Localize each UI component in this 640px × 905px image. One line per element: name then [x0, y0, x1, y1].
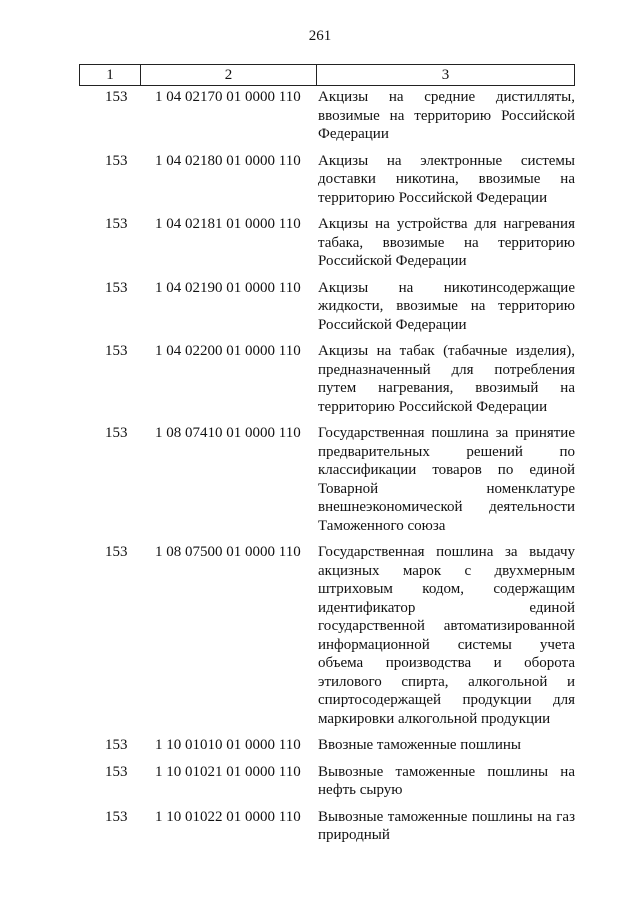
revenue-name: Акцизы на электронные системы доставки никотина, ввозимые на территорию Российской Федерации	[318, 152, 575, 206]
header-col-1: 1	[80, 65, 141, 86]
table-row	[79, 279, 575, 335]
table-row	[79, 763, 575, 800]
table-row	[79, 424, 575, 535]
budget-code: 1 04 02180 01 0000 110	[155, 152, 301, 169]
header-col-3: 3	[317, 65, 575, 86]
table-row	[79, 215, 575, 271]
revenue-name: Акцизы на табак (табачные изделия), предназначенный для потребления путем нагревания, ввозимый на территорию Российской Федерации	[318, 343, 575, 415]
budget-code: 1 04 02200 01 0000 110	[155, 343, 301, 359]
revenue-name: Акцизы на никотинсодержащие жидкости, ввозимые на территорию Российской Федерации	[318, 279, 575, 333]
header-col-2: 2	[141, 65, 317, 86]
budget-code: 1 10 01022 01 0000 110	[155, 808, 301, 825]
revenue-name: Ввозные таможенные пошлины	[318, 737, 521, 753]
budget-code: 1 04 02190 01 0000 110	[155, 279, 301, 296]
table-header	[79, 64, 575, 86]
admin-code: 153	[105, 89, 128, 105]
revenue-name: Государственная пошлина за выдачу акцизных марок с двухмерным штриховым кодом, содержащим идентификатор единой государственной автоматизированной информационной системы учета объема производства и оборота этилового спирта, алкогольной и спиртосодержащей продукции для маркировки алкогольной продукции	[318, 544, 575, 727]
table-row	[79, 342, 575, 416]
revenue-name: Акцизы на устройства для нагревания табака, ввозимые на территорию Российской Федерации	[318, 216, 575, 269]
revenue-name: Государственная пошлина за принятие предварительных решений по классификации товаров по единой Товарной номенклатуре внешнеэкономической деятельности Таможенного союза	[318, 425, 575, 534]
admin-code: 153	[105, 216, 128, 232]
revenue-name: Вывозные таможенные пошлины на газ природный	[318, 808, 575, 843]
admin-code: 153	[105, 544, 128, 560]
table-row	[79, 736, 575, 755]
table-row	[79, 152, 575, 208]
admin-code: 153	[105, 152, 128, 169]
admin-code: 153	[105, 763, 128, 780]
budget-code: 1 04 02181 01 0000 110	[155, 216, 301, 232]
admin-code: 153	[105, 279, 128, 296]
revenue-name: Вывозные таможенные пошлины на нефть сырую	[318, 763, 575, 798]
admin-code: 153	[105, 737, 128, 753]
revenue-name: Акцизы на средние дистилляты, ввозимые на территорию Российской Федерации	[318, 89, 575, 142]
admin-code: 153	[105, 425, 128, 441]
table-row	[79, 543, 575, 728]
table-row	[79, 808, 575, 845]
budget-code: 1 10 01010 01 0000 110	[155, 737, 301, 753]
table-body	[79, 88, 575, 845]
budget-code: 1 08 07410 01 0000 110	[155, 425, 301, 441]
admin-code: 153	[105, 808, 128, 825]
budget-code: 1 10 01021 01 0000 110	[155, 763, 301, 780]
page-number: 261	[308, 28, 332, 44]
admin-code: 153	[105, 343, 128, 359]
budget-code: 1 08 07500 01 0000 110	[155, 544, 301, 560]
budget-code: 1 04 02170 01 0000 110	[155, 89, 301, 105]
table-row	[79, 88, 575, 144]
